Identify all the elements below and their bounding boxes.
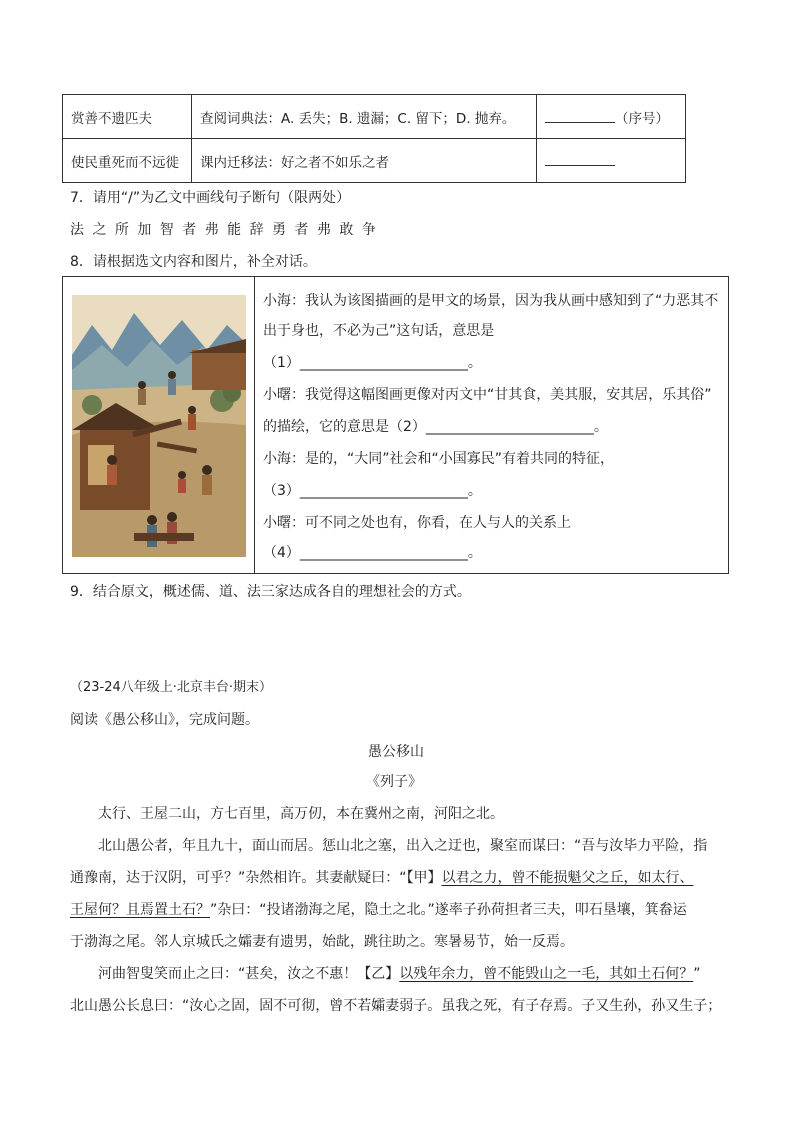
dialogue-line: 小海：是的，“大同”社会和“小国寡民”有着共同的特征， [263,451,615,467]
passage-title: 愚公移山 [368,744,424,760]
vocab-table [62,94,686,183]
passage-paragraph-2-line [70,900,687,920]
marker-jia: 【甲】 [406,870,442,886]
dialogue-line: 小曙：可不同之处也有，你看，在人与人的关系上 [263,515,571,531]
table-cell-word: 使民重死而不远徙 [63,139,192,183]
table-row [63,139,686,183]
passage-text: 河曲智叟笑而止之曰：“甚矣，汝之不惠！ [98,966,358,982]
table-row [63,95,686,139]
dialogue-answer-3[interactable]: （3）________________________。 [263,483,482,499]
answer-note: （序号） [615,110,669,127]
underlined-sentence-jia: 以君之力，曾不能损魁父之丘，如太行、 [441,870,694,886]
table-cell-answer[interactable] [537,95,686,139]
passage-text: ”杂曰：“投诸渤海之尾，隐土之北。”遂率子孙荷担者三夫，叩石垦壤，箕畚运 [210,902,687,918]
passage-paragraph-2-line: 北山愚公者，年且九十，面山而居。惩山北之塞，出入之迂也，聚室而谋曰：“吾与汝毕力平险，指 [98,838,708,854]
table-cell-word: 赏善不遗匹夫 [63,95,192,139]
dialogue-divider [254,277,255,573]
table-cell-method: 查阅词典法：A. 丢失；B. 遗漏；C. 留下；D. 抛弃。 [192,95,537,139]
q7-prompt: 7．请用“/”为乙文中画线句子断句（限两处） [70,190,351,206]
q8-prompt: 8．请根据选文内容和图片，补全对话。 [70,254,317,270]
underlined-sentence-jia: 王屋何？且焉置土石？ [70,902,210,918]
table-cell-answer[interactable] [537,139,686,183]
underlined-sentence-yi: 以残年余力，曾不能毁山之一毛，其如土石何？ [399,966,694,982]
passage-instruction: 阅读《愚公移山》，完成问题。 [70,712,259,728]
q7-sentence: 法 之 所 加 智 者 弗 能 辞 勇 者 弗 敢 争 [70,222,378,238]
q9-prompt: 9．结合原文，概述儒、道、法三家达成各自的理想社会的方式。 [70,584,471,600]
dialogue-box [62,276,729,574]
dialogue-answer-2[interactable]: 的描绘，它的意思是（2）________________________。 [263,419,608,435]
passage-paragraph-2-line [70,868,694,888]
passage-paragraph-3-line [98,964,701,984]
dialogue-line: 出于身也，不必为己”这句话，意思是 [263,323,495,339]
passage-text: 通豫南，达于汉阴，可乎？”杂然相许。其妻献疑曰：“ [70,870,407,886]
dialogue-answer-1[interactable]: （1）________________________。 [263,355,482,371]
passage-text: ” [693,966,701,982]
table-cell-method: 课内迁移法：好之者不如乐之者 [192,139,537,183]
passage-author: 《列子》 [366,774,422,790]
ancient-society-painting [72,295,246,557]
dialogue-answer-4[interactable]: （4）________________________。 [263,545,482,561]
passage-paragraph-2-line: 于渤海之尾。邻人京城氏之孀妻有遗男，始龀，跳往助之。寒暑易节，始一反焉。 [70,934,574,950]
dialogue-line: 小曙：我觉得这幅图画更像对丙文中“甘其食，美其服，安其居，乐其俗” [263,387,712,403]
answer-blank[interactable] [545,108,615,123]
passage-paragraph-3-line: 北山愚公长息曰：“汝心之固，固不可彻，曾不若孀妻弱子。虽我之死，有子存焉。子又生孙，孙又生子； [70,998,722,1014]
passage-source: （23-24八年级上·北京丰台·期末） [70,680,273,695]
answer-blank[interactable] [545,151,615,166]
marker-yi: 【乙】 [357,966,400,982]
dialogue-line: 小海：我认为该图描画的是甲文的场景，因为我从画中感知到了“力恶其不 [263,293,719,309]
passage-paragraph-1: 太行、王屋二山，方七百里，高万仞，本在冀州之南，河阳之北。 [98,806,504,822]
